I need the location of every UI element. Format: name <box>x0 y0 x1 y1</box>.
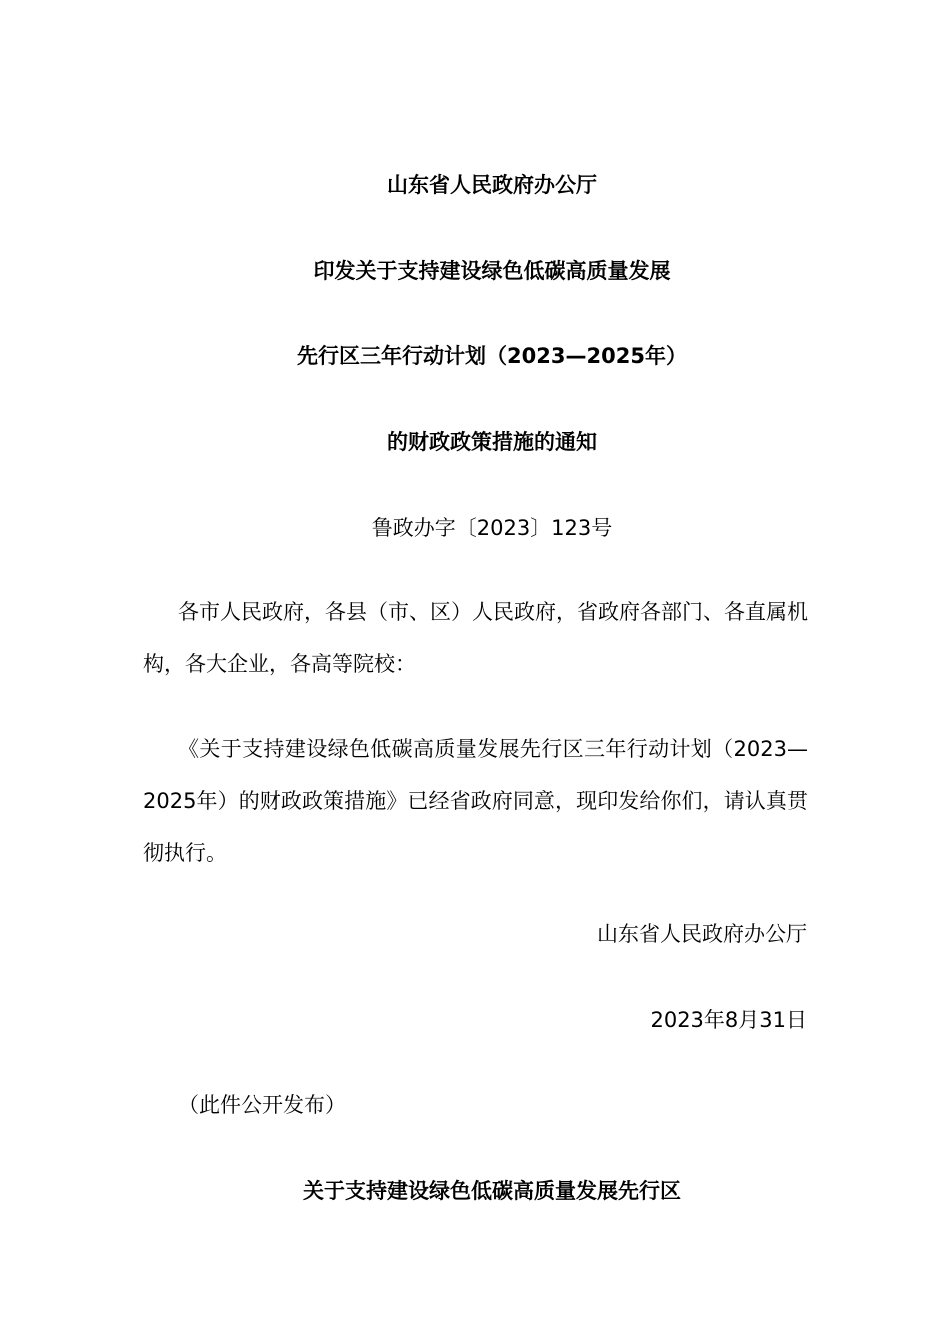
title-line-4: 的财政政策措施的通知 <box>387 430 597 454</box>
title-line-2: 印发关于支持建设绿色低碳高质量发展 <box>313 259 671 283</box>
release-note: （此件公开发布） <box>178 1093 346 1117</box>
issuer-signature: 山东省人民政府办公厅 <box>597 922 807 946</box>
next-section-title: 关于支持建设绿色低碳高质量发展先行区 <box>303 1179 681 1203</box>
title-line-3: 先行区三年行动计划（2023—2025年） <box>297 344 687 368</box>
title-line-1: 山东省人民政府办公厅 <box>387 173 597 197</box>
main-paragraph: 《关于支持建设绿色低碳高质量发展先行区三年行动计划（2023—2025年）的财政政策措施》已经省政府同意，现印发给你们，请认真贯彻执行。 <box>143 737 808 865</box>
issue-date: 2023年8月31日 <box>650 1008 807 1032</box>
document-number: 鲁政办字〔2023〕123号 <box>371 516 613 540</box>
recipients-paragraph: 各市人民政府，各县（市、区）人民政府，省政府各部门、各直属机构，各大企业，各高等院校： <box>143 600 808 676</box>
